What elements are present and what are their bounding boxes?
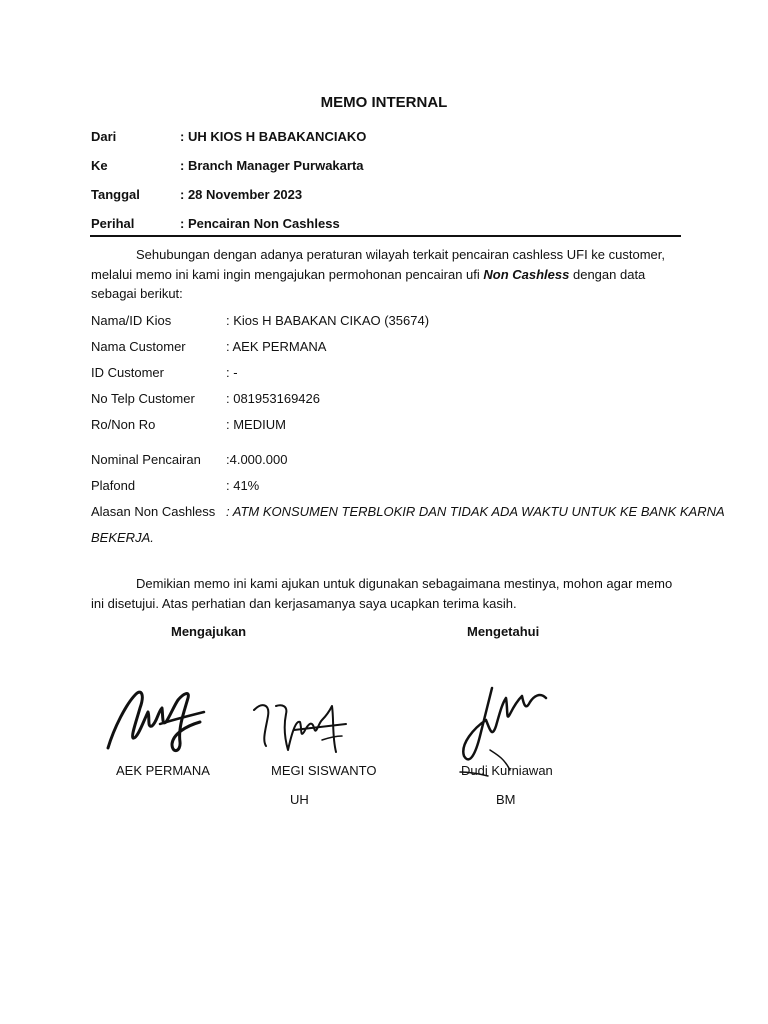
signatory-role-bm: BM [496,792,516,807]
field-value-phone: : 081953169426 [226,391,320,406]
signatory-name-aek-permana: AEK PERMANA [116,763,210,778]
field-label-phone: No Telp Customer [91,391,195,406]
field-label-customer-id: ID Customer [91,365,164,380]
memo-title: MEMO INTERNAL [320,94,448,111]
header-label-to: Ke [91,158,108,173]
signatory-name-megi-siswanto: MEGI SISWANTO [271,763,377,778]
field-value-ro: : MEDIUM [226,417,286,432]
field-value-reason: : ATM KONSUMEN TERBLOKIR DAN TIDAK ADA WAKTU UNTUK KE BANK KARNA [226,504,725,519]
header-label-date: Tanggal [91,187,140,202]
signature-megi-siswanto [248,696,352,762]
field-value-kiosk: : Kios H BABAKAN CIKAO (35674) [226,313,430,328]
header-value-date: : 28 November 2023 [180,187,303,202]
closing-text: Demikian memo ini kami ajukan untuk digunakan sebagaimana mestinya, mohon agar memo ini disetujui. Atas perhatian dan kerjasamanya saya ucapkan terima kasih. [91,576,673,611]
closing-paragraph [91,574,677,613]
field-label-ro: Ro/Non Ro [91,417,156,432]
header-value-subject: : Pencairan Non Cashless [180,216,340,231]
signature-aek-permana [100,682,210,760]
header-label-from: Dari [91,129,117,144]
intro-text: Sehubungan dengan adanya peraturan wilayah terkait pencairan cashless UFI ke customer, melalui memo ini kami ingin mengajukan permohonan pencairan ufi [91,247,665,282]
field-value-reason-continued: BEKERJA. [91,530,154,545]
header-value-from: : UH KIOS H BABAKANCIAKO [180,129,367,144]
field-label-plafond: Plafond [91,478,136,493]
signature-heading-proposer: Mengajukan [171,624,247,639]
header-divider [90,235,681,237]
signatory-name-dudi-kurniawan: Dudi Kurniawan [461,763,553,778]
intro-emphasis: Non Cashless [483,266,570,282]
field-value-customer-name: : AEK PERMANA [226,339,327,354]
signatory-role-uh: UH [290,792,309,807]
field-label-kiosk: Nama/ID Kios [91,313,172,328]
field-value-amount: :4.000.000 [226,452,288,467]
field-label-customer-name: Nama Customer [91,339,186,354]
intro-paragraph [91,245,677,304]
signature-heading-acknowledger: Mengetahui [467,624,540,639]
field-value-plafond: : 41% [226,478,260,493]
field-label-reason: Alasan Non Cashless [91,504,216,519]
field-label-amount: Nominal Pencairan [91,452,201,467]
field-value-customer-id: : - [226,365,238,380]
header-label-subject: Perihal [91,216,135,231]
header-value-to: : Branch Manager Purwakarta [180,158,364,173]
intro-text-end: dengan data sebagai berikut: [91,266,646,301]
